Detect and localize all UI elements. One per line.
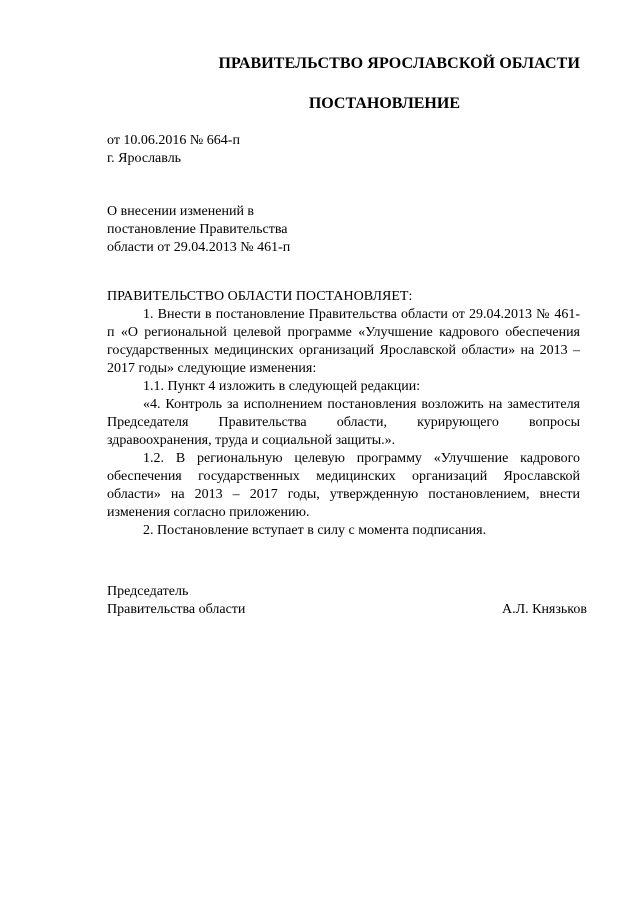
subject-line: О внесении изменений в xyxy=(107,204,255,219)
preamble: ПРАВИТЕЛЬСТВО ОБЛАСТИ ПОСТАНОВЛЯЕТ: xyxy=(107,289,413,304)
paragraph-quoted-item-4: «4. Контроль за исполнением постановления возложить на заместителя Председателя Правительства области, курирующего вопросы здравоохранения, труда и социальной защиты.». xyxy=(107,397,580,448)
document-body xyxy=(107,288,580,540)
subject-line: постановление Правительства xyxy=(107,222,288,237)
paragraph-1: 1. Внести в постановление Правительства области от 29.04.2013 № 461-п «О региональной целевой программе «Улучшение кадрового обеспечения государственных медицинских организаций Ярославской области» на 2013 – 2017 годы» следующие изменения: xyxy=(107,307,580,376)
document-type-title: ПОСТАНОВЛЕНИЕ xyxy=(308,95,460,112)
date-number: от 10.06.2016 № 664-п xyxy=(107,133,240,148)
document-subject xyxy=(107,203,290,257)
paragraph-1-1: 1.1. Пункт 4 изложить в следующей редакции: xyxy=(143,379,421,394)
signatory-position-cont: Правительства области xyxy=(107,602,246,617)
signatory-name: А.Л. Князьков xyxy=(502,602,587,617)
signature-row xyxy=(107,601,587,619)
document-meta xyxy=(107,132,240,168)
signature-block xyxy=(107,583,587,619)
paragraph-2: 2. Постановление вступает в силу с момента подписания. xyxy=(143,523,487,538)
subject-line: области от 29.04.2013 № 461-п xyxy=(107,240,291,255)
paragraph-1-2: 1.2. В региональную целевую программу «Улучшение кадрового обеспечения государственных медицинских организаций Ярославской области» на 2013 – 2017 годы, утвержденную постановлением, внести изменения согласно приложению. xyxy=(107,451,580,520)
city: г. Ярославль xyxy=(107,151,182,166)
government-title: ПРАВИТЕЛЬСТВО ЯРОСЛАВСКОЙ ОБЛАСТИ xyxy=(218,55,580,72)
signatory-position: Председатель xyxy=(107,584,189,599)
